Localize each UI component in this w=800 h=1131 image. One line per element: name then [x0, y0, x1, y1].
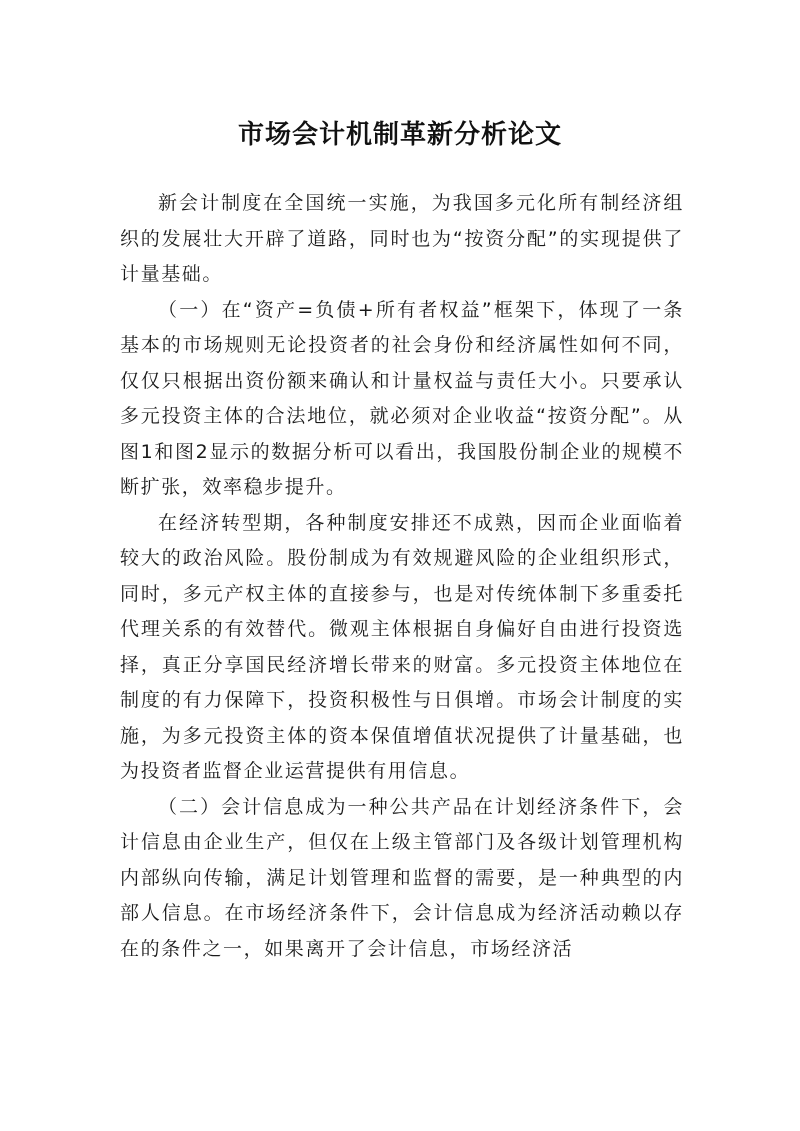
paragraph-section-two: （二）会计信息成为一种公共产品在计划经济条件下，会计信息由企业生产，但仅在上级主管部门及各级计划管理机构内部纵向传输，满足计划管理和监督的需要，是一种典型的内部人信息。在市场经济条件下，会计信息成为经济活动赖以存在的条件之一，如果离开了会计信息，市场经济活: [120, 795, 684, 960]
document-body: [120, 186, 684, 967]
paragraph-section-one: （一）在“资产=负债+所有者权益”框架下，体现了一条基本的市场规则无论投资者的社会身份和经济属性如何不同，仅仅只根据出资份额来确认和计量权益与责任大小。只要承认多元投资主体的合法地位，就必须对企业收益“按资分配”。从图1和图2显示的数据分析可以看出，我国股份制企业的规模不断扩张，效率稳步提升。: [120, 298, 684, 498]
document-title: 市场会计机制革新分析论文: [237, 120, 562, 151]
paragraph-intro: 新会计制度在全国统一实施，为我国多元化所有制经济组织的发展壮大开辟了道路，同时也为“按资分配”的实现提供了计量基础。: [120, 192, 684, 285]
paragraph-transition-period: 在经济转型期，各种制度安排还不成熟，因而企业面临着较大的政治风险。股份制成为有效规避风险的企业组织形式，同时，多元产权主体的直接参与，也是对传统体制下多重委托代理关系的有效替代。微观主体根据自身偏好自由进行投资选择，真正分享国民经济增长带来的财富。多元投资主体地位在制度的有力保障下，投资积极性与日俱增。市场会计制度的实施，为多元投资主体的资本保值增值状况提供了计量基础，也为投资者监督企业运营提供有用信息。: [120, 511, 684, 782]
